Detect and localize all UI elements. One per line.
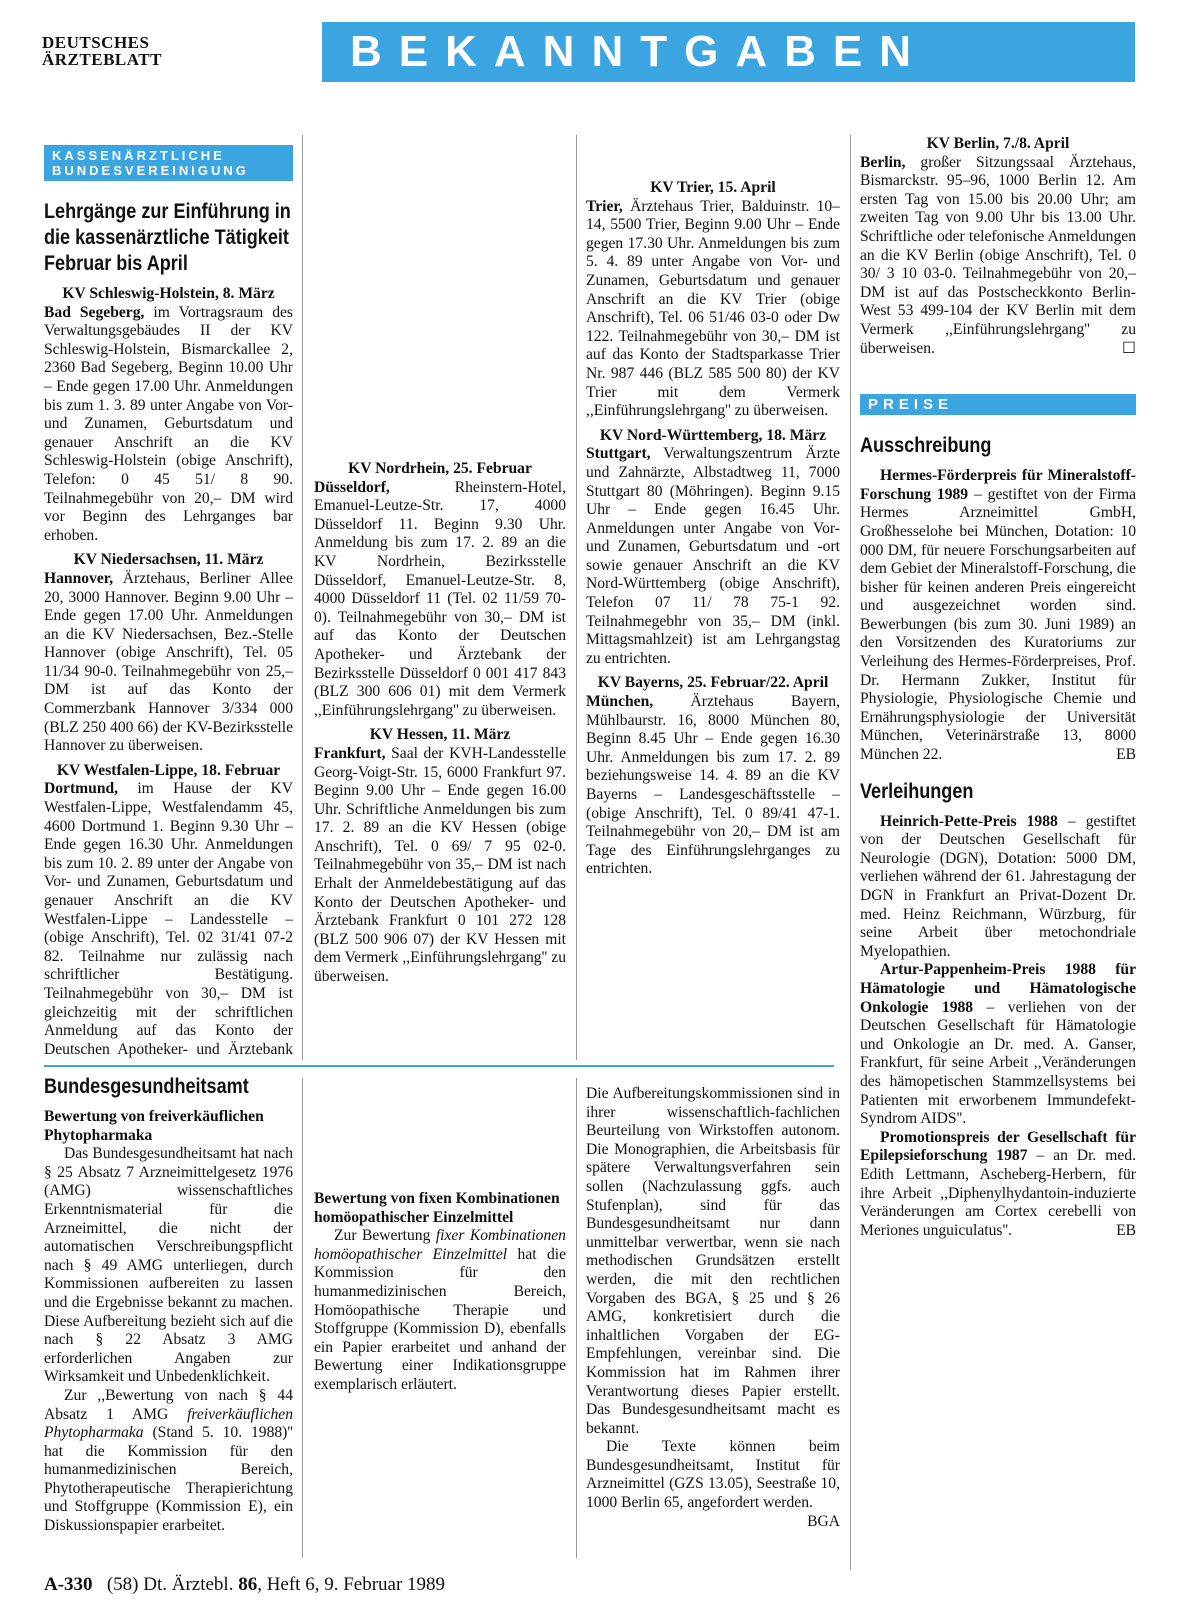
bga-text: (Stand 5. 10. 1988)'' hat die Kommission für den humanmedizinischen Bereich, Phytotherapeutische Therapierichtung und Stoffgruppe (Kommission E), ein Diskussionspapier erarbeitet.: [44, 1424, 293, 1535]
prize-entry: [860, 1129, 1136, 1241]
masthead-logo: [42, 34, 212, 68]
bga-text: Zur ,,Bewertung von nach § 44 Absatz 1 AMG: [44, 1386, 293, 1423]
entry-text: [586, 693, 840, 879]
entry-text: [860, 154, 1136, 359]
entry-body: Verwaltungszentrum Ärzte und Zahnärzte, Albstadtweg 11, 7000 Stuttgart 80 (Möhringen). Beginn 9.15 Uhr – Ende gegen 16.45 Uhr. Anmeldungen unter Angabe von Vor- und Zunamen, Geburtsdatum und -ort sowie genauer Anschrift an die KV Nord-Württemberg (obige Anschrift), Telefon 07 11/ 78 75-1 92. Teilnahmegebhr von 35,– DM (inkl. Mittagsmahlzeit) ist am Lehrgangstag zu entrichten.: [586, 445, 840, 667]
bga-paragraph: [586, 1438, 840, 1530]
entry-heading: KV Nordrhein, 25. Februar: [348, 460, 532, 477]
entry-body: Ärztehaus Trier, Balduinstr. 10–14, 5500 Trier, Beginn 9.00 Uhr – Ende gegen 17.30 Uhr. Anmeldungen bis zum 5. 4. 89 unter Angabe von Vor- und Zunamen, Geburtsdatum und genauer Anschrift an die KV Trier (obige Anschrift), Tel. 06 51/46 03-0 oder Dw 122. Teilnahmegebühr von 30,– DM ist auf das Konto der Stadtsparkasse Trier Nr. 987 446 (BLZ 585 500 80) der KV Trier mit dem Vermerk ,,Einführungslehrgang'' zu überweisen.: [586, 197, 840, 420]
footer-citation: (58) Dt. Ärztebl.: [106, 1574, 234, 1595]
bga-italic: fixer Kombinationen homöopathischer Einzelmittel: [314, 1227, 566, 1263]
bga-column-1: [44, 1068, 293, 1558]
prize-entry: [860, 961, 1136, 1128]
entry-body: großer Sitzungssaal Ärztehaus, Bismarckstr. 95–96, 1000 Berlin 12. Am ersten Tag von 15.00 bis 20.00 Uhr; am zweiten Tag von 9.00 Uhr bis 13.00 Uhr. Schriftliche oder telefonische Anmeldungen an die KV Berlin (obige Anschrift), Tel. 0 30/ 3 10 03-0. Teilnahmegebühr von 20,– DM ist auf das Postscheckkonto Berlin-West 53 499-104 der KV Berlin mit dem Vermerk ,,Einführungslehrgang'' zu überweisen.: [860, 153, 1136, 357]
masthead-line1: DEUTSCHES: [42, 33, 150, 52]
bga-paragraph: Die Aufbereitungskommissionen sind in ihrer wissenschaftlich-fachlichen Beurteilung von Wirkstoffen autonom. Die Monographien, die Arbeitsbasis für spätere Verwaltungsverfahren sein sollen (Nachzulassung ggfs. auch Stufenplan), sind für das Bundesgesundheitsamt nur dann unmittelbar verwertbar, wenn sie nach methodischen Grundsätzen erstellt werden, die mit den rechtlichen Vorgaben des BGA, § 25 und § 26 AMG, konkretisiert durch die inhaltlichen Vorgaben der EG-Empfehlungen, vereinbar sind. Die Kommission hat im Rahmen ihrer Verantwortung dieses Papier erstellt. Das Bundesgesundheitsamt macht es bekannt.: [586, 1085, 840, 1437]
entry-heading: KV Niedersachsen, 11. März: [73, 551, 264, 569]
entry-city: Berlin,: [860, 153, 906, 171]
masthead-line2: ÄRZTEBLATT: [42, 50, 162, 69]
section-banner: BEKANNTGABEN: [322, 22, 1135, 82]
entry-body: Rheinstern-Hotel, Emanuel-Leutze-Str. 17, 4000 Düsseldorf 11. Beginn 9.30 Uhr. Anmeldung bis zum 17. 2. 89 an die KV Nordrhein, Bezirksstelle Düsseldorf, Emanuel-Leutze-Str. 8, 4000 Düsseldorf 11 (Tel. 02 11/59 70-0). Teilnahmegebühr von 30,– DM ist auf das Konto der Deutschen Apotheker- und Ärztebank der Bezirksstelle Düsseldorf 0 001 417 843 (BLZ 300 606 01) mit dem Vermerk ,,Einführungslehrgang'' zu überweisen.: [314, 478, 566, 719]
footer-issue: , Heft 6, 9. Februar 1989: [257, 1574, 446, 1595]
entry-heading: KV Westfalen-Lippe, 18. Februar: [56, 761, 281, 779]
bga-paragraph: Das Bundesgesundheitsamt hat nach § 25 Absatz 7 Arzneimittelgesetz 1976 (AMG) wissenschaftliches Erkenntnismaterial für die Arzneimittel, die nicht der automatischen Verschreibungspflicht nach § 49 AMG unterliegen, durch Kommissionen aufbereiten zu lassen und die Ergebnisse bekannt zu machen. Diese Aufbereitung bezieht sich auf die nach § 22 Absatz 3 AMG erforderlichen Angaben zur Wirksamkeit und Unbedenklichkeit.: [44, 1145, 293, 1386]
column-divider: [576, 1078, 577, 1558]
prize-name: Promotionspreis der Gesellschaft für Epilepsieforschung 1987: [860, 1128, 1136, 1165]
article-column-3: [586, 135, 840, 1060]
entry-city: Frankfurt,: [314, 744, 386, 762]
entry-text: [314, 745, 566, 987]
column-divider: [302, 1078, 303, 1558]
article-title: Lehrgänge zur Einführung in die kassenärztliche Tätigkeit Februar bis April: [44, 200, 291, 275]
entry-body: Ärztehaus Bayern, Mühlbaurstr. 16, 8000 München 80, Beginn 8.45 Uhr – Ende gegen 16.30 Uhr. Anmeldungen bis zum 17. 2. 89 beziehungsweise 14. 4. 89 an die KV Bayerns – Landesgeschäftsstelle – (obige Anschrift), Tel. 0 89/41 47-1. Teilnahmegebühr von 20,– DM ist am Tage des Einführungslehrganges zu entrichten.: [586, 693, 840, 878]
footer-volume: 86: [238, 1574, 258, 1595]
author-initials: EB: [1116, 746, 1136, 764]
ausschreibung-title: Ausschreibung: [860, 434, 992, 458]
entry-text: [586, 445, 840, 668]
prize-entry: [860, 813, 1136, 962]
entry-text: [44, 304, 293, 546]
entry-city: München,: [586, 693, 654, 711]
verleihungen-title: Verleihungen: [860, 779, 974, 803]
entry-text: [44, 570, 293, 756]
entry-heading: KV Schleswig-Holstein, 8. März: [62, 285, 275, 302]
author-initials: EB: [1116, 1221, 1136, 1239]
entry-city: Hannover,: [44, 569, 114, 587]
entry-heading: KV Bayerns, 25. Februar/22. April: [597, 674, 829, 692]
article-column-1: [44, 145, 293, 1060]
bga-subheading: Bewertung von fixen Kombinationen homöopathischer Einzelmittel: [314, 1190, 560, 1226]
column-divider: [850, 135, 851, 1570]
entry-heading: KV Berlin, 7./8. April: [926, 135, 1070, 152]
end-mark: ☐: [1122, 339, 1136, 357]
category-tag: [44, 145, 293, 181]
category-tag-line1: KASSENÄRZTLICHE: [52, 148, 225, 163]
bga-text: hat die Kommission für den humanmedizinischen Bereich, Homöopathische Therapie und Stoffgruppe (Kommission D), ebenfalls ein Papier erarbeitet und anhand der Bewertung einer Indikationsgruppe exemplarisch erläutert.: [314, 1245, 566, 1393]
bga-text: Die Texte können beim Bundesgesundheitsamt, Institut für Arzneimittel (GZS 13.05), Seestraße 10, 1000 Berlin 65, angefordert werden.: [586, 1438, 840, 1512]
prize-name: Hermes-Förderpreis für Mineralstoff-Forschung 1989: [860, 467, 1136, 503]
page-footer: [44, 1574, 445, 1596]
entry-city: Düsseldorf,: [314, 478, 390, 496]
bga-column-2: [314, 1085, 566, 1558]
entry-heading: KV Hessen, 11. März: [369, 726, 511, 744]
entry-city: Bad Segeberg,: [44, 303, 145, 321]
prize-text: – an Dr. med. Edith Lettmann, Ascheberg-Herbern, für ihre Arbeit ,,Diphenylhydantoin-induzierte Veränderungen am Cortex cerebelli von Meriones unguiculatus''.: [860, 1147, 1136, 1239]
article-column-2: [314, 135, 566, 1060]
entry-body: Saal der KVH-Landesstelle Georg-Voigt-Str. 15, 6000 Frankfurt 97. Beginn 9.00 Uhr – Ende gegen 16.00 Uhr. Schriftliche Anmeldungen bis zum 17. 2. 89 an die KV Hessen (obige Anschrift), Tel. 0 69/ 7 95 02-0. Teilnahmegebühr von 35,– DM ist nach Erhalt der Anmeldebestätigung auf das Konto der Deutschen Apotheker- und Ärztebank Frankfurt 0 101 272 128 (BLZ 500 906 07) der KV Hessen mit dem Vermerk ,,Einführungslehrgang'' zu überweisen.: [314, 744, 566, 986]
entry-city: Dortmund,: [44, 780, 119, 798]
prize-entry: [860, 467, 1136, 765]
entry-body: im Hause der KV Westfalen-Lippe, Westfalendamm 45, 4600 Dortmund 1. Beginn 9.30 Uhr – Ende gegen 16.30 Uhr. Anmeldungen bis zum 10. 2. 89 unter der Angabe von Vor- und Zunamen, Geburtsdatum und genauer Anschrift an die KV Westfalen-Lippe – Landesstelle – (obige Anschrift), Tel. 02 31/41 07-2 82. Teilnahme nur zulässig nach schriftlicher Bestätigung. Teilnahmegebühr von 30,– DM ist gleichzeitig mit der schriftlichen Anmeldung auf das Konto der Deutschen Apotheker- und Ärztebank: [44, 780, 293, 1058]
prize-text: – gestiftet von der Deutschen Gesellschaft für Neurologie (DGN), Dotation: 5000 DM, verliehen während der 61. Jahrestagung der DGN in Frankfurt an Privat-Dozent Dr. med. Heinz Reichmann, Würzburg, für seine Arbeit über metochondriale Myelopathien.: [860, 812, 1136, 960]
entry-text: [314, 479, 566, 721]
prize-text: – verliehen von der Deutschen Gesellschaft für Hämatologie und Onkologie an Dr. med. A. Ganser, Frankfurt, für seine Arbeit ,,Veränderungen des hämopetischen Stammzellsystems bei Patienten mit erworbenem Immundefekt-Syndrom AIDS''.: [860, 998, 1136, 1128]
bga-column-3: [586, 1085, 840, 1558]
entry-text: [586, 198, 840, 421]
bga-paragraph: [314, 1227, 566, 1394]
prize-name: Heinrich-Pette-Preis 1988: [880, 812, 1058, 830]
bga-subheading: Bewertung von freiverkäuflichen Phytopharmaka: [44, 1108, 264, 1144]
entry-body: Ärztehaus, Berliner Allee 20, 3000 Hannover. Beginn 9.00 Uhr – Ende gegen 17.00 Uhr. Anmeldungen an die KV Niedersachsen, Bez.-Stelle Hannover (obige Anschrift), Tel. 05 11/34 90-0. Teilnahmegebühr von 25,– DM ist auf das Konto der Commerzbank Hannover 3/334 000 (BLZ 250 400 66) der KV-Bezirksstelle Hannover zu überweisen.: [44, 569, 293, 755]
section-rule: [44, 1065, 834, 1067]
prize-name: Artur-Pappenheim-Preis 1988 für Hämatologie und Hämatologische Onkologie 1988: [860, 961, 1136, 1016]
bga-italic: freiverkäuflichen Phytopharmaka: [44, 1405, 293, 1442]
entry-heading: KV Trier, 15. April: [650, 179, 776, 196]
column-divider: [576, 135, 577, 1060]
entry-city: Trier,: [586, 197, 623, 215]
page-number: A-330: [44, 1574, 93, 1595]
author-initials: BGA: [807, 1512, 840, 1530]
bga-text: Zur Bewertung: [334, 1227, 431, 1245]
column-divider: [302, 135, 303, 1060]
bga-title: Bundesgesundheitsamt: [44, 1075, 249, 1098]
bga-paragraph: [44, 1387, 293, 1536]
entry-text: [44, 780, 293, 1060]
preise-tag: PREISE: [860, 394, 1136, 415]
entry-body: im Vortragsraum des Verwaltungsgebäudes II der KV Schleswig-Holstein, Bismarckallee 2, 2360 Bad Segeberg, Beginn 10.00 Uhr – Ende gegen 17.00 Uhr. Anmeldungen bis zum 1. 3. 89 unter Angabe von Vor- und Zunamen, Geburtsdatum und genauer Anschrift an die KV Schleswig-Holstein (obige Anschrift), Telefon: 0 45 51/ 8 90. Teilnahmegebühr von 20,– DM wird vor Beginn des Lehrganges bar erhoben.: [44, 303, 293, 544]
article-column-4: [860, 135, 1136, 1560]
prize-text: – gestiftet von der Firma Hermes Arzneimittel GmbH, Großhesselohe bei München, Dotation: 10 000 DM, für neuere Forschungsarbeiten auf dem Gebiet der Mineralstoff-Forschung, die bisher für keinen anderen Preis eingereicht und ausgezeichnet worden sind. Bewerbungen (bis zum 30. Juni 1989) an den Vorsitzenden des Kuratoriums zur Verleihung des Hermes-Förderpreises, Prof. Dr. Hermann Zukker, Institut für Physiologie, Physiologische Chemie und Ernährungsphysiologie der Universität München, Veterinärstraße 13, 8000 München 22.: [860, 485, 1136, 764]
category-tag-line2: BUNDESVEREINIGUNG: [52, 163, 249, 178]
entry-city: Stuttgart,: [586, 445, 651, 463]
entry-heading: KV Nord-Württemberg, 18. März: [599, 426, 827, 444]
